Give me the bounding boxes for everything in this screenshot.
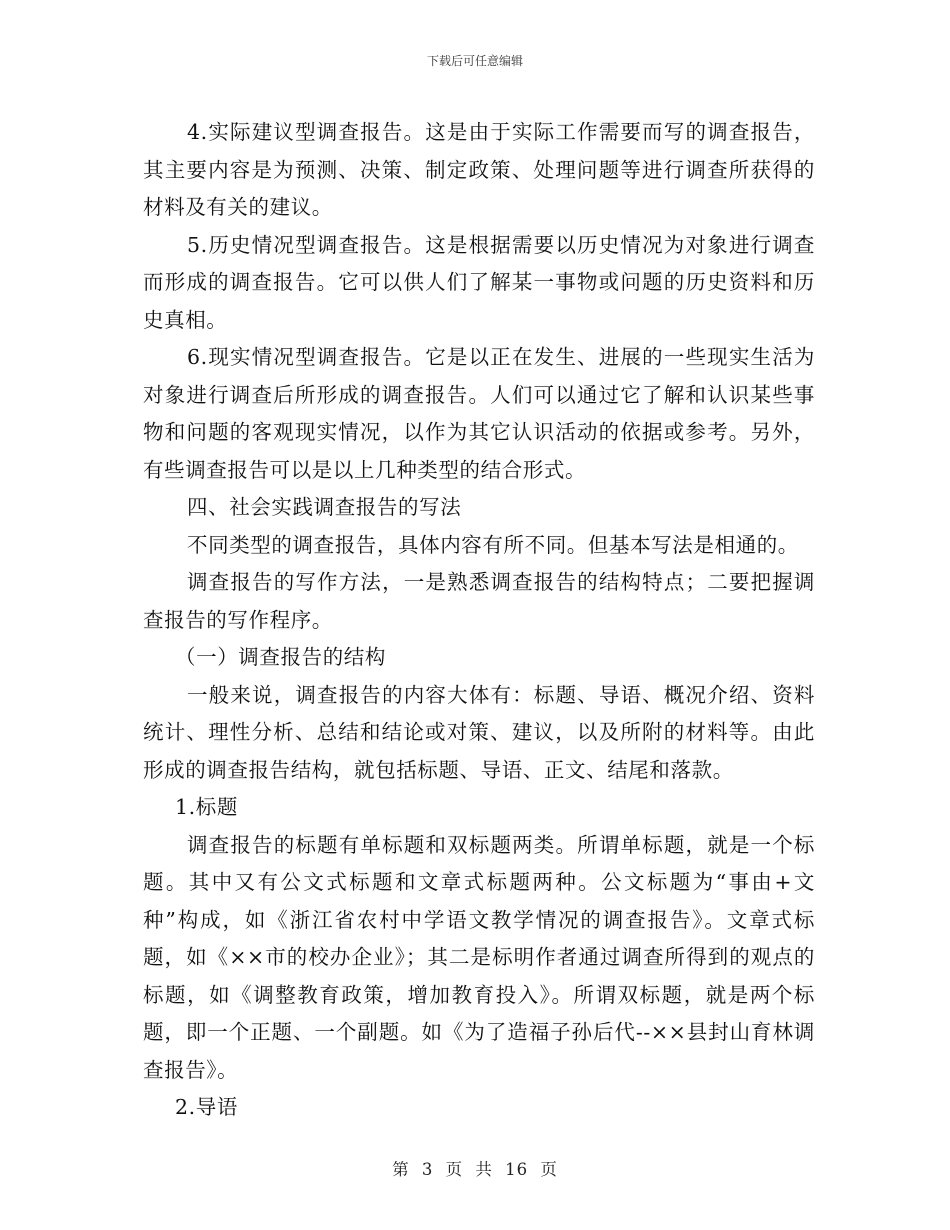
footer-total-pages: 16 [505, 1160, 529, 1179]
footer-page-label: 页 [445, 1160, 464, 1179]
item-heading-title: 1.标题 [175, 795, 238, 819]
document-body [143, 114, 815, 1127]
item-heading-lead: 2.导语 [175, 1095, 238, 1119]
paragraph-basic-method: 不同类型的调查报告，具体内容有所不同。但基本写法是相通的。 [187, 532, 799, 557]
paragraph-report-content: 一般来说，调查报告的内容大体有：标题、导语、概况介绍、资料统计、理性分析、总结和结论或对策、建议，以及所附的材料等。由此形成的调查报告结构，就包括标题、导语、正文、结尾和落款。 [143, 682, 815, 782]
subsection-heading-structure: （一）调查报告的结构 [175, 645, 386, 669]
footer-total-prefix: 共 [475, 1160, 493, 1179]
footer-suffix: 页 [540, 1160, 558, 1179]
paragraph-type-5: 5.历史情况型调查报告。这是根据需要以历史情况为对象进行调查而形成的调查报告。它可以供人们了解某一事物或问题的历史资料和历史真相。 [143, 232, 815, 332]
page-footer [0, 1156, 950, 1180]
section-heading-writing-method: 四、社会实践调查报告的写法 [187, 495, 462, 519]
page-header: 下载后可任意编辑 [426, 54, 523, 68]
paragraph-type-6: 6.现实情况型调查报告。它是以正在发生、进展的一些现实生活为对象进行调查后所形成的调查报告。人们可以通过它了解和认识某些事物和问题的客观现实情况，以作为其它认识活动的依据或参考。另外，有些调查报告可以是以上几种类型的结合形式。 [143, 345, 815, 482]
footer-page-number: 3 [421, 1160, 434, 1179]
paragraph-type-4: 4.实际建议型调查报告。这是由于实际工作需要而写的调查报告，其主要内容是为预测、决策、制定政策、处理问题等进行调查所获得的材料及有关的建议。 [143, 120, 815, 219]
paragraph-writing-approach: 调查报告的写作方法，一是熟悉调查报告的结构特点；二要把握调查报告的写作程序。 [143, 570, 815, 632]
footer-prefix: 第 [392, 1160, 410, 1179]
paragraph-title-types: 调查报告的标题有单标题和双标题两类。所谓单标题，就是一个标题。其中又有公文式标题和文章式标题两种。公文标题为“事由+文种”构成，如《浙江省农村中学语文教学情况的调查报告》。文章式标题，如《××市的校办企业》；其二是标明作者通过调查所得到的观点的标题，如《调整教育政策，增加教育投入》。所谓双标题，就是两个标题，即一个正题、一个副题。如《为了造福子孙后代--××县封山育林调查报告》。 [143, 832, 815, 1082]
